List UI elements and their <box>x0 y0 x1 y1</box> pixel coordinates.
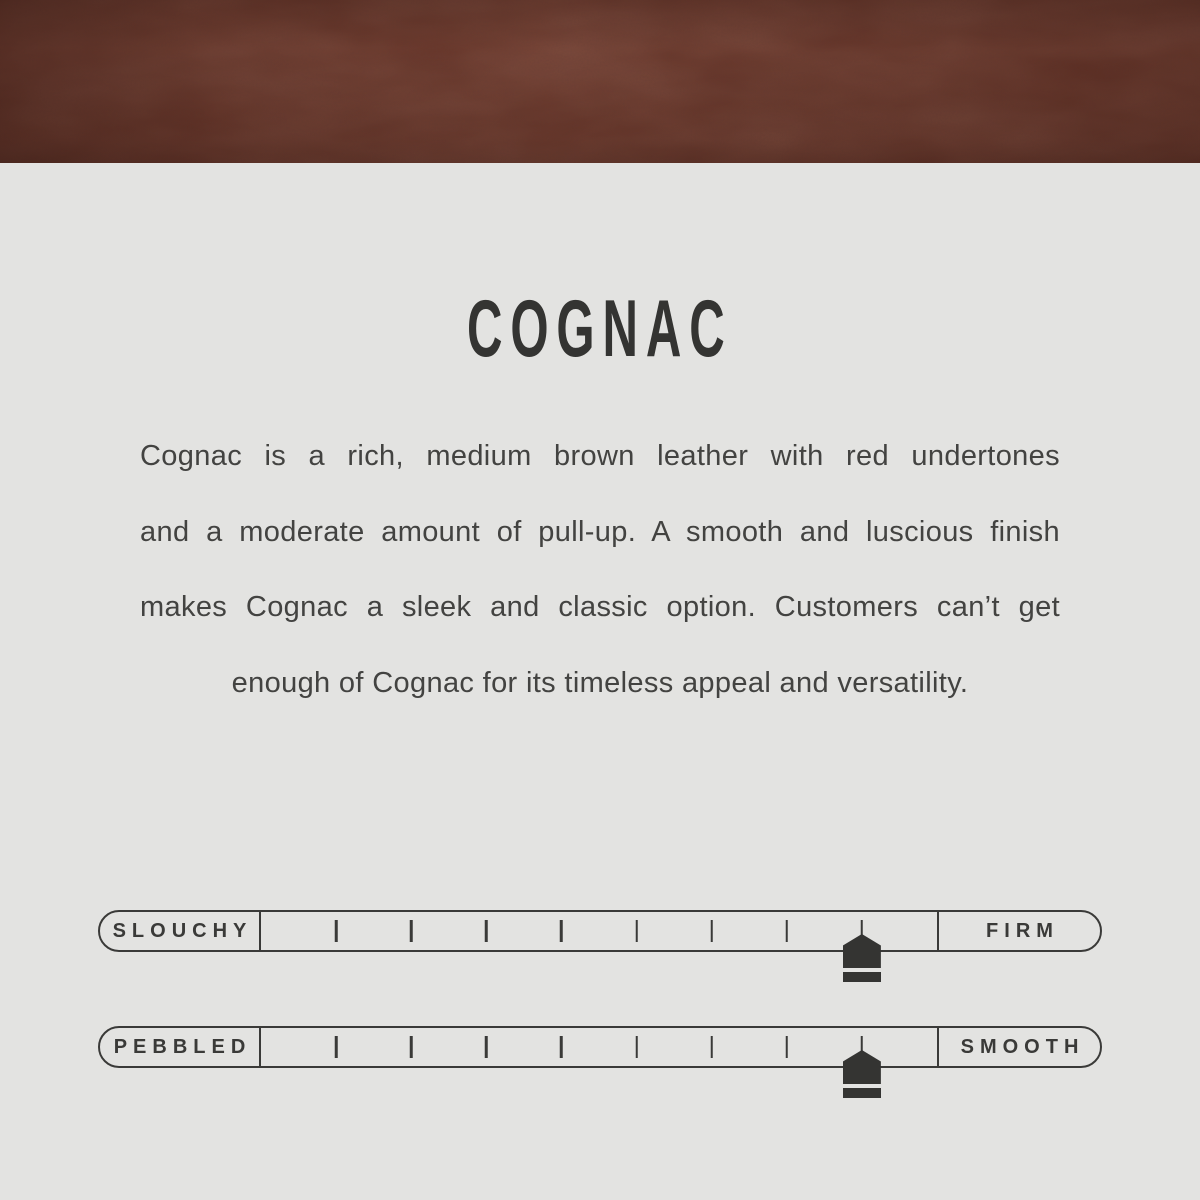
firmness-scale <box>98 910 1102 952</box>
description-line: makes Cognac a sleek and classic option. Customers can’t get <box>140 591 1060 623</box>
scale-track <box>261 1028 937 1066</box>
firmness-scale-left-label: SLOUCHY <box>112 919 253 942</box>
scale-marker <box>843 934 881 982</box>
texture-scale-right-label: SMOOTH <box>960 1035 1085 1058</box>
description-line: enough of Cognac for its timeless appeal and versatility. <box>231 666 969 699</box>
description-line: and a moderate amount of pull-up. A smooth and luscious finish <box>140 515 1060 548</box>
firmness-scale-right-label: FIRM <box>986 919 1059 942</box>
leather-texture-image <box>0 0 1200 163</box>
scale-tick <box>485 920 488 942</box>
marker-base-icon <box>843 972 881 982</box>
scale-tick <box>410 1036 413 1058</box>
page-title <box>0 283 1200 374</box>
texture-scale-right-endcap <box>937 1028 1100 1066</box>
scale-tick <box>335 920 338 942</box>
firmness-scale-left-endcap <box>100 912 261 950</box>
scale-tick <box>560 1036 563 1058</box>
leather-texture-banner <box>0 0 1200 163</box>
scale-tick <box>786 1036 789 1058</box>
marker-head-icon <box>843 934 881 968</box>
scale-tick <box>710 920 713 942</box>
scale-marker <box>843 1050 881 1098</box>
texture-scale <box>98 1026 1102 1068</box>
texture-scale-left-label: PEBBLED <box>113 1035 252 1058</box>
scale-tick <box>560 920 563 942</box>
scale-tick <box>635 920 638 942</box>
scale-tick <box>635 1036 638 1058</box>
scale-tick <box>710 1036 713 1058</box>
marker-head-icon <box>843 1050 881 1084</box>
description-line: Cognac is a rich, medium brown leather with red undertones <box>140 440 1060 472</box>
scale-track <box>261 912 937 950</box>
marker-base-icon <box>843 1088 881 1098</box>
scale-tick <box>485 1036 488 1058</box>
texture-scale-left-endcap <box>100 1028 261 1066</box>
scale-tick <box>786 920 789 942</box>
leather-description <box>140 419 1060 721</box>
firmness-scale-right-endcap <box>937 912 1100 950</box>
leather-color-name: COGNAC <box>467 282 733 374</box>
scale-tick <box>410 920 413 942</box>
scale-tick <box>335 1036 338 1058</box>
